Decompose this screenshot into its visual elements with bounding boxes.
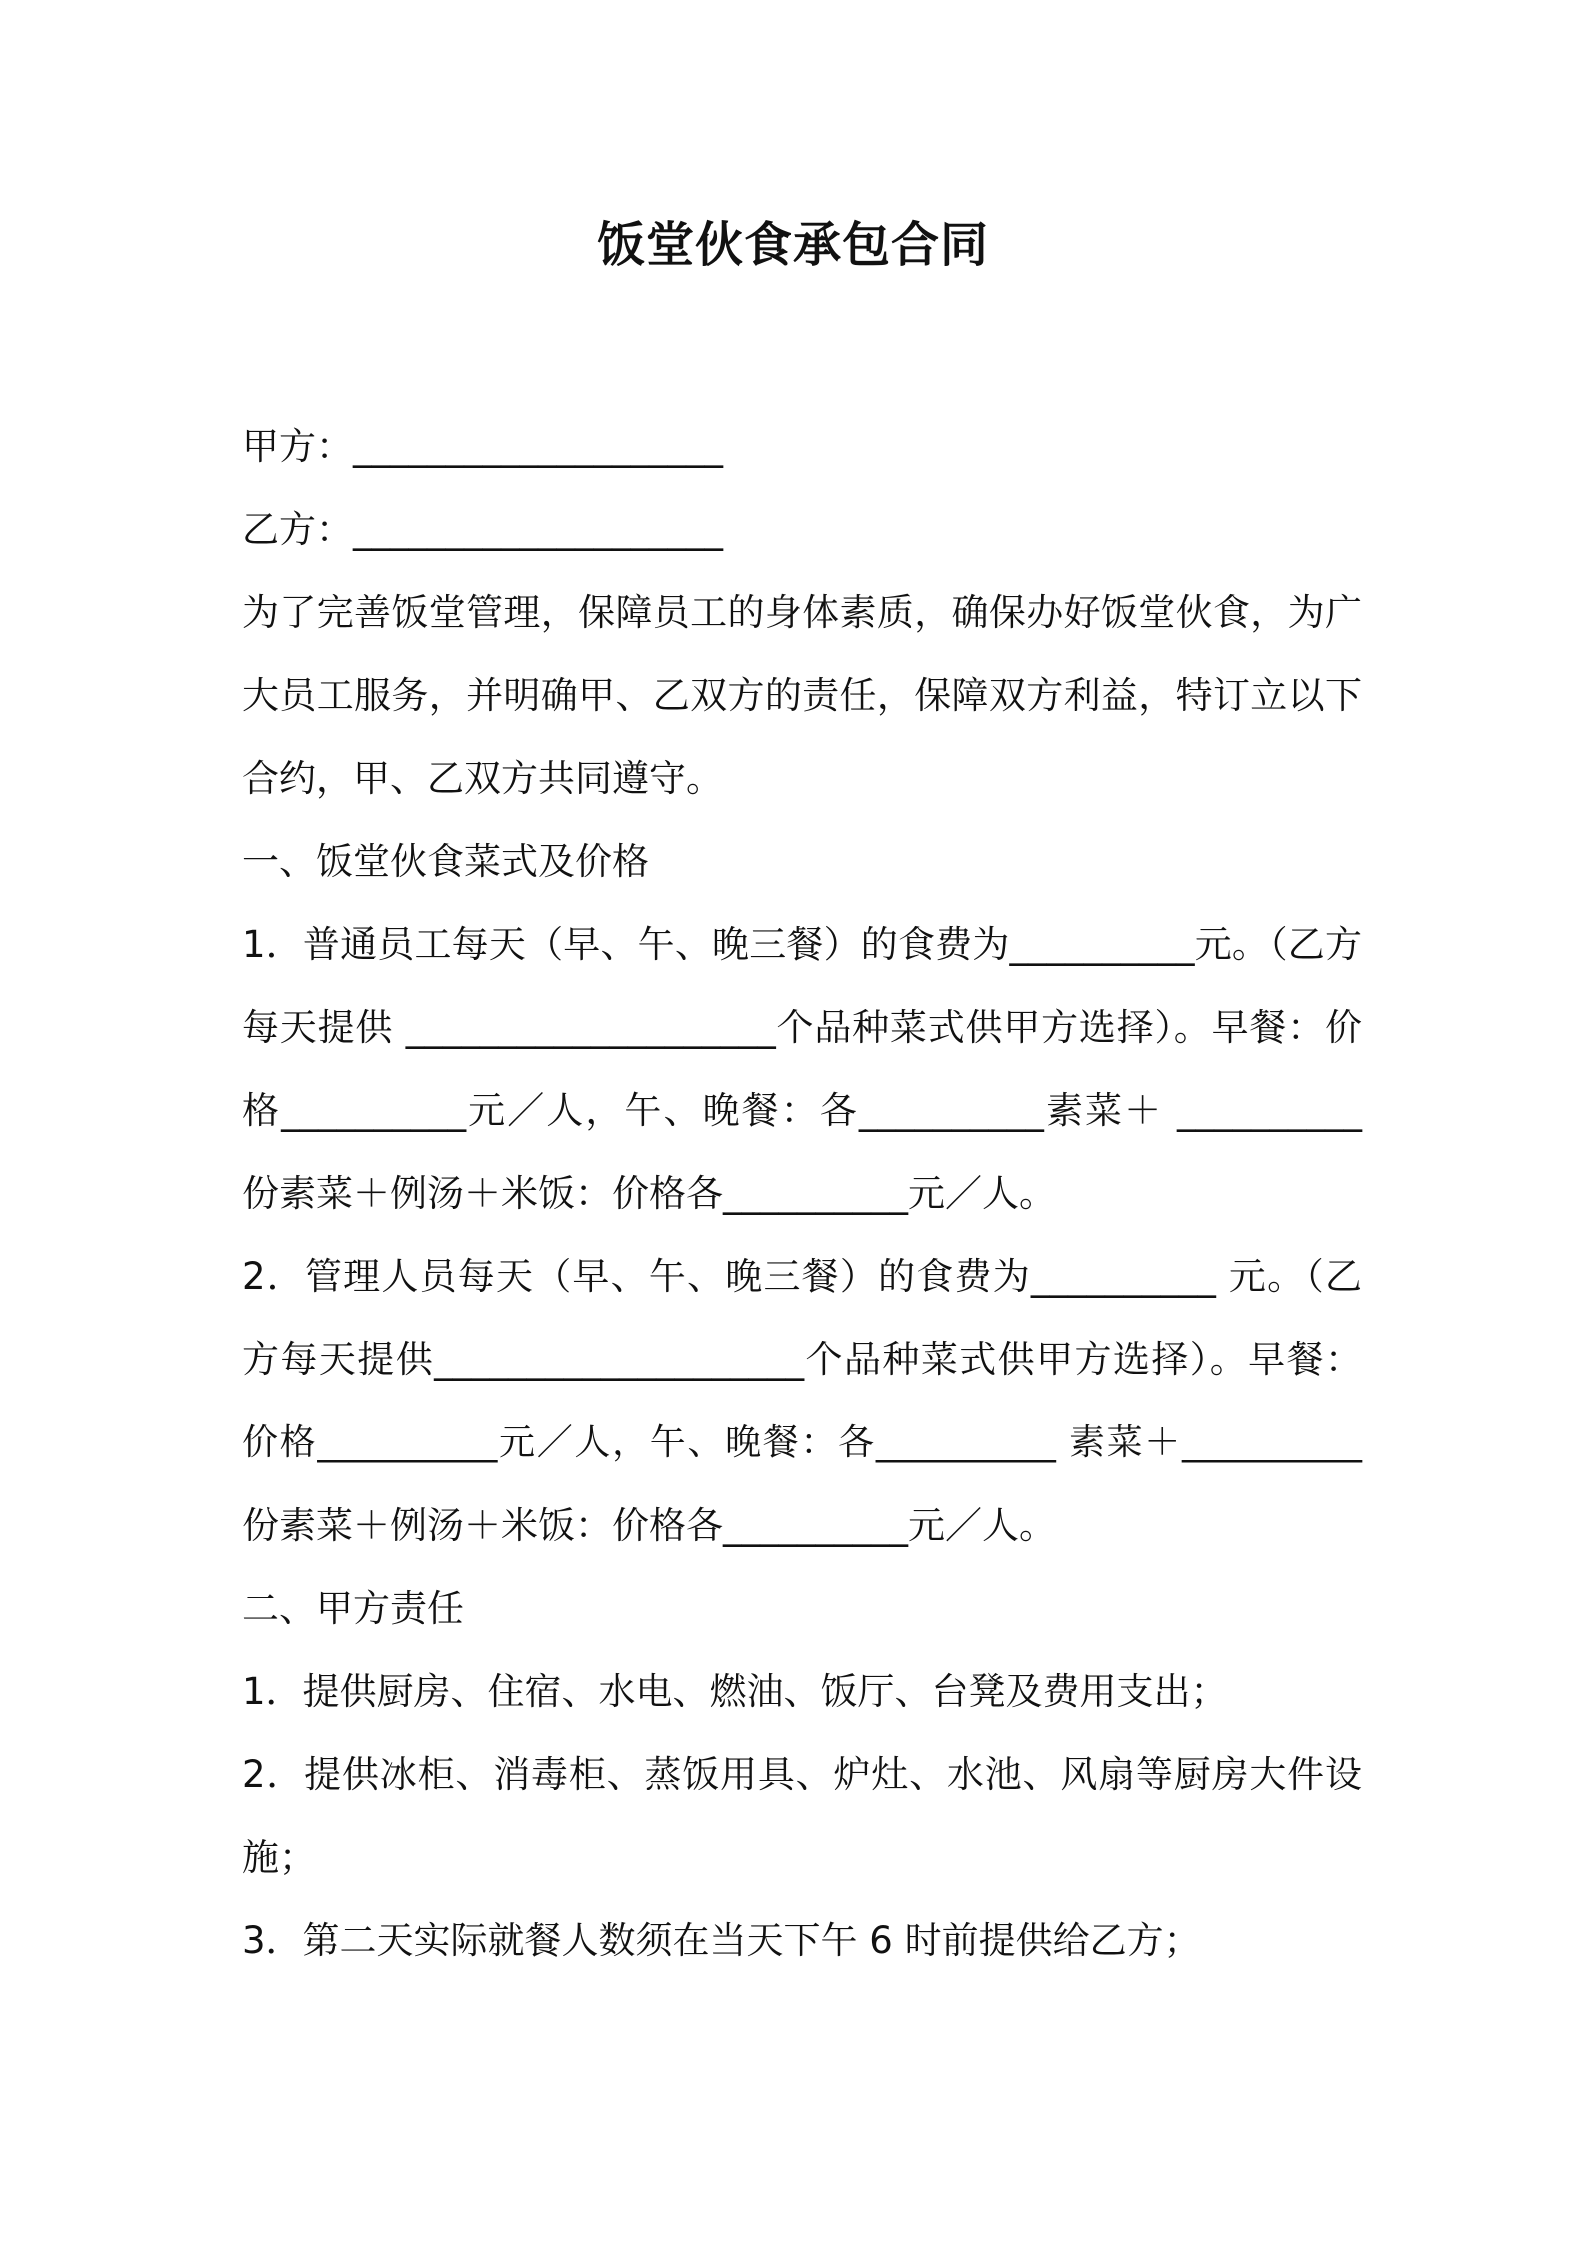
clause-line: 份素菜＋例汤＋米饭：价格各__________元／人。 [242,1172,1056,1215]
preamble-line: 大员工服务，并明确甲、乙双方的责任，保障双方利益，特订立以下 [242,674,1362,717]
clause-line: 1．提供厨房、住宿、水电、燃油、饭厅、台凳及费用支出； [242,1670,1228,1713]
clause-line: 3．第二天实际就餐人数须在当天下午 6 时前提供给乙方； [242,1919,1201,1962]
preamble-line: 为了完善饭堂管理，保障员工的身体素质，确保办好饭堂伙食，为广 [242,591,1362,634]
party-b-line: 乙方：____________________ [242,508,723,551]
clause-line: 格__________元／人，午、晚餐：各__________素菜＋ __________ [242,1089,1362,1132]
document-title: 饭堂伙食承包合同 [596,217,989,273]
preamble-line: 合约，甲、乙双方共同遵守。 [242,757,723,800]
section-heading-2: 二、甲方责任 [242,1587,464,1630]
clause-line: 2．管理人员每天（早、午、晚三餐）的食费为__________ 元。（乙 [242,1255,1362,1298]
section-heading-1: 一、饭堂伙食菜式及价格 [242,840,649,883]
clause-line: 方每天提供____________________个品种菜式供甲方选择）。早餐： [242,1338,1362,1381]
party-a-line: 甲方：____________________ [242,425,723,468]
clause-line: 1．普通员工每天（早、午、晚三餐）的食费为__________元。（乙方 [242,923,1362,966]
contract-body [242,405,1362,1982]
clause-line: 施； [242,1836,316,1879]
clause-line: 份素菜＋例汤＋米饭：价格各__________元／人。 [242,1504,1056,1547]
clause-line: 每天提供 ____________________个品种菜式供甲方选择）。早餐：价 [242,1006,1362,1049]
clause-line: 价格__________元／人，午、晚餐：各__________ 素菜＋__________ [242,1422,1362,1463]
clause-line: 2．提供冰柜、消毒柜、蒸饭用具、炉灶、水池、风扇等厨房大件设 [242,1753,1362,1796]
